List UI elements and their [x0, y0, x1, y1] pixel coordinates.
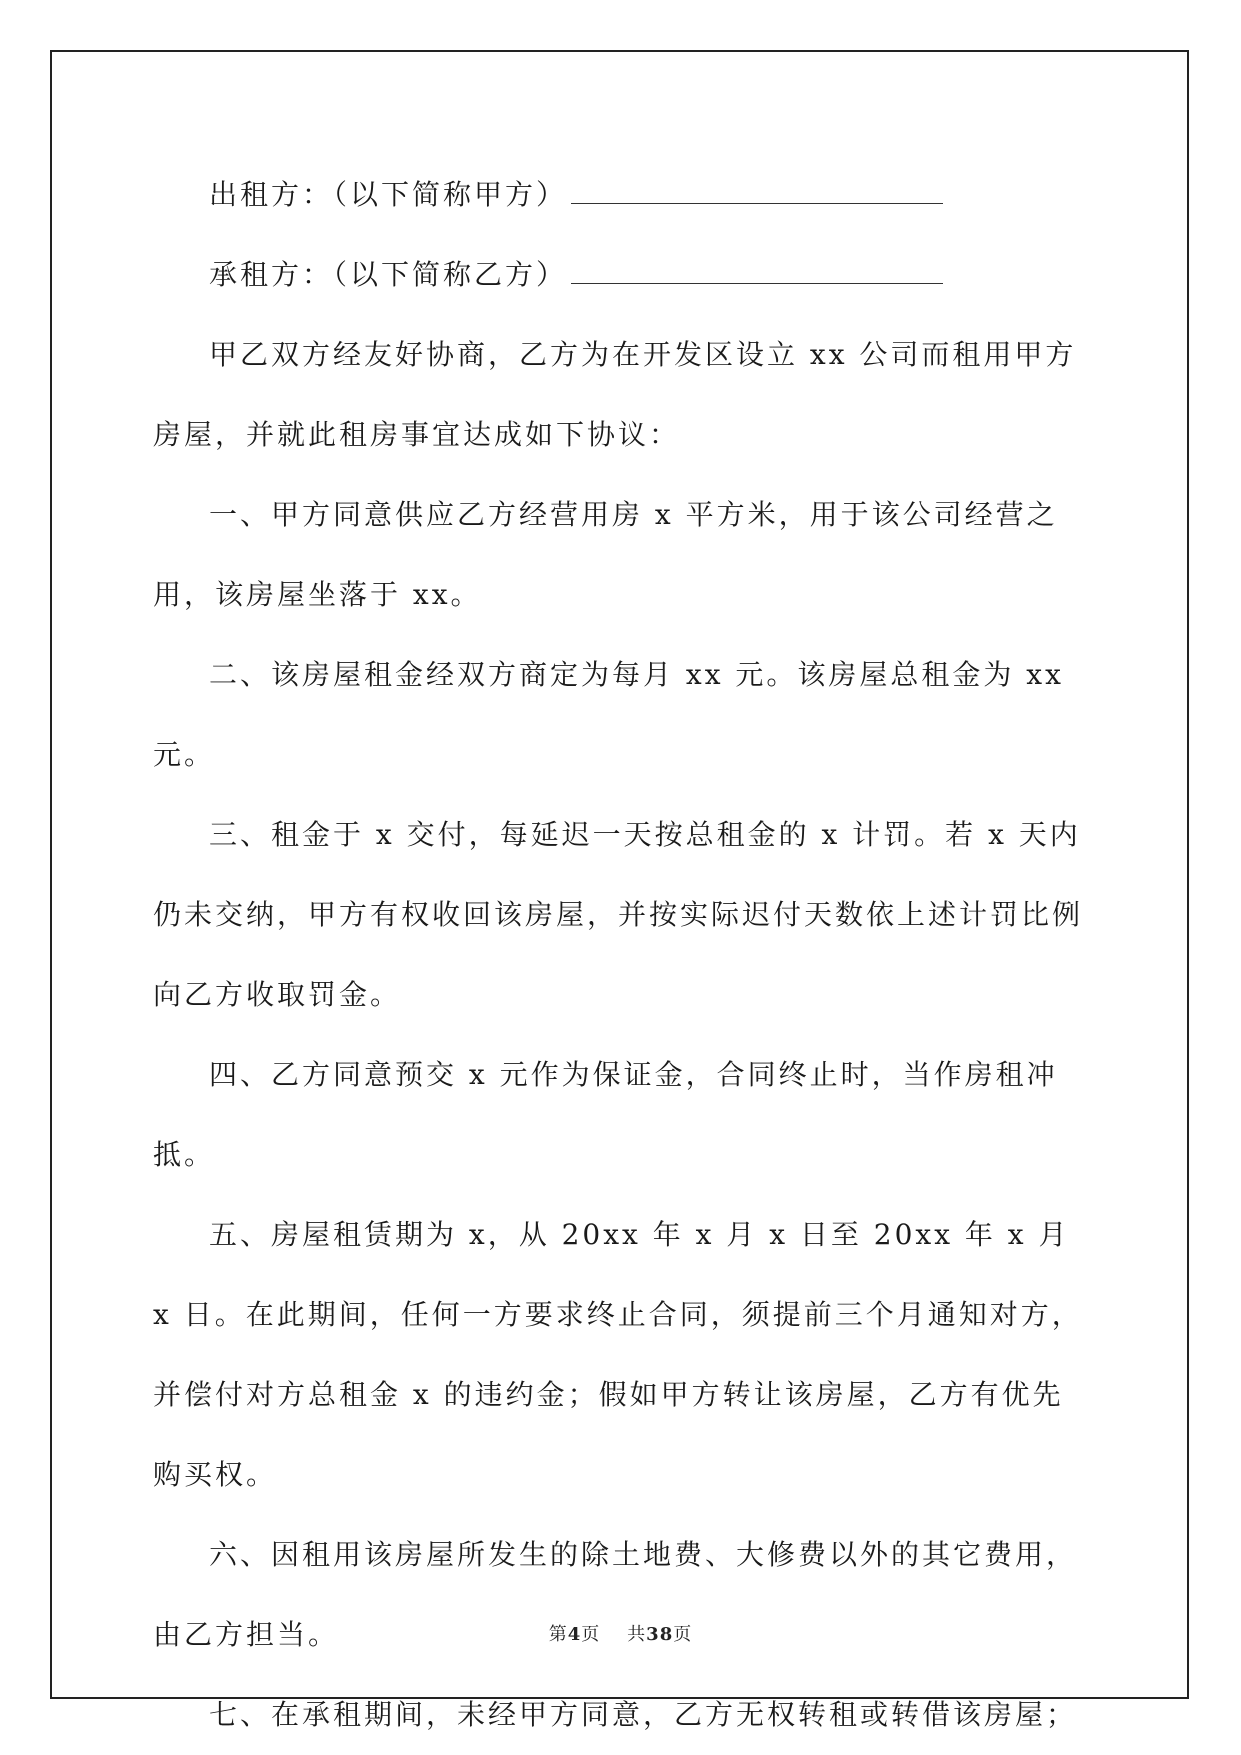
paragraph-intro: 甲乙双方经友好协商，乙方为在开发区设立 xx 公司而租用甲方房屋，并就此租房事宜达成如下协议： — [153, 338, 1077, 451]
page-number: 4 — [567, 1624, 582, 1645]
paragraph-clause-3: 三、租金于 x 交付，每延迟一天按总租金的 x 计罚。若 x 天内仍未交纳，甲方有权收回该房屋，并按实际迟付天数依上述计罚比例向乙方收取罚金。 — [153, 818, 1084, 1011]
paragraph-clause-7: 七、在承租期间，未经甲方同意，乙方无权转租或转借该房屋； — [209, 1698, 1078, 1731]
lessor-label: 出租方：（以下简称甲方） — [209, 178, 568, 211]
lessee-line — [153, 235, 1093, 315]
lessor-blank — [571, 202, 943, 204]
lessor-line — [153, 155, 1093, 235]
page-footer — [0, 1620, 1241, 1646]
footer-total-suffix: 页 — [673, 1624, 693, 1645]
footer-total-prefix: 共 — [627, 1624, 647, 1645]
paragraph-clause-2: 二、该房屋租金经双方商定为每月 xx 元。该房屋总租金为 xx 元。 — [153, 658, 1064, 771]
paragraph-clause-5: 五、房屋租赁期为 x，从 20xx 年 x 月 x 日至 20xx 年 x 月 x 日。在此期间，任何一方要求终止合同，须提前三个月通知对方，并偿付对方总租金 x 的违约金；假如甲方转让该房屋，乙方有优先购买权。 — [153, 1218, 1083, 1491]
paragraph-clause-6: 六、因租用该房屋所发生的除土地费、大修费以外的其它费用，由乙方担当。 — [153, 1538, 1078, 1651]
lessee-label: 承租方：（以下简称乙方） — [209, 258, 568, 291]
paragraph-clause-4: 四、乙方同意预交 x 元作为保证金，合同终止时，当作房租冲抵。 — [153, 1058, 1058, 1171]
lessee-blank — [571, 282, 943, 284]
total-pages: 38 — [646, 1624, 674, 1645]
footer-page-suffix: 页 — [581, 1624, 601, 1645]
footer-prefix: 第 — [548, 1624, 568, 1645]
paragraph-clause-1: 一、甲方同意供应乙方经营用房 x 平方米，用于该公司经营之用，该房屋坐落于 xx。 — [153, 498, 1058, 611]
document-body — [153, 155, 1093, 1755]
